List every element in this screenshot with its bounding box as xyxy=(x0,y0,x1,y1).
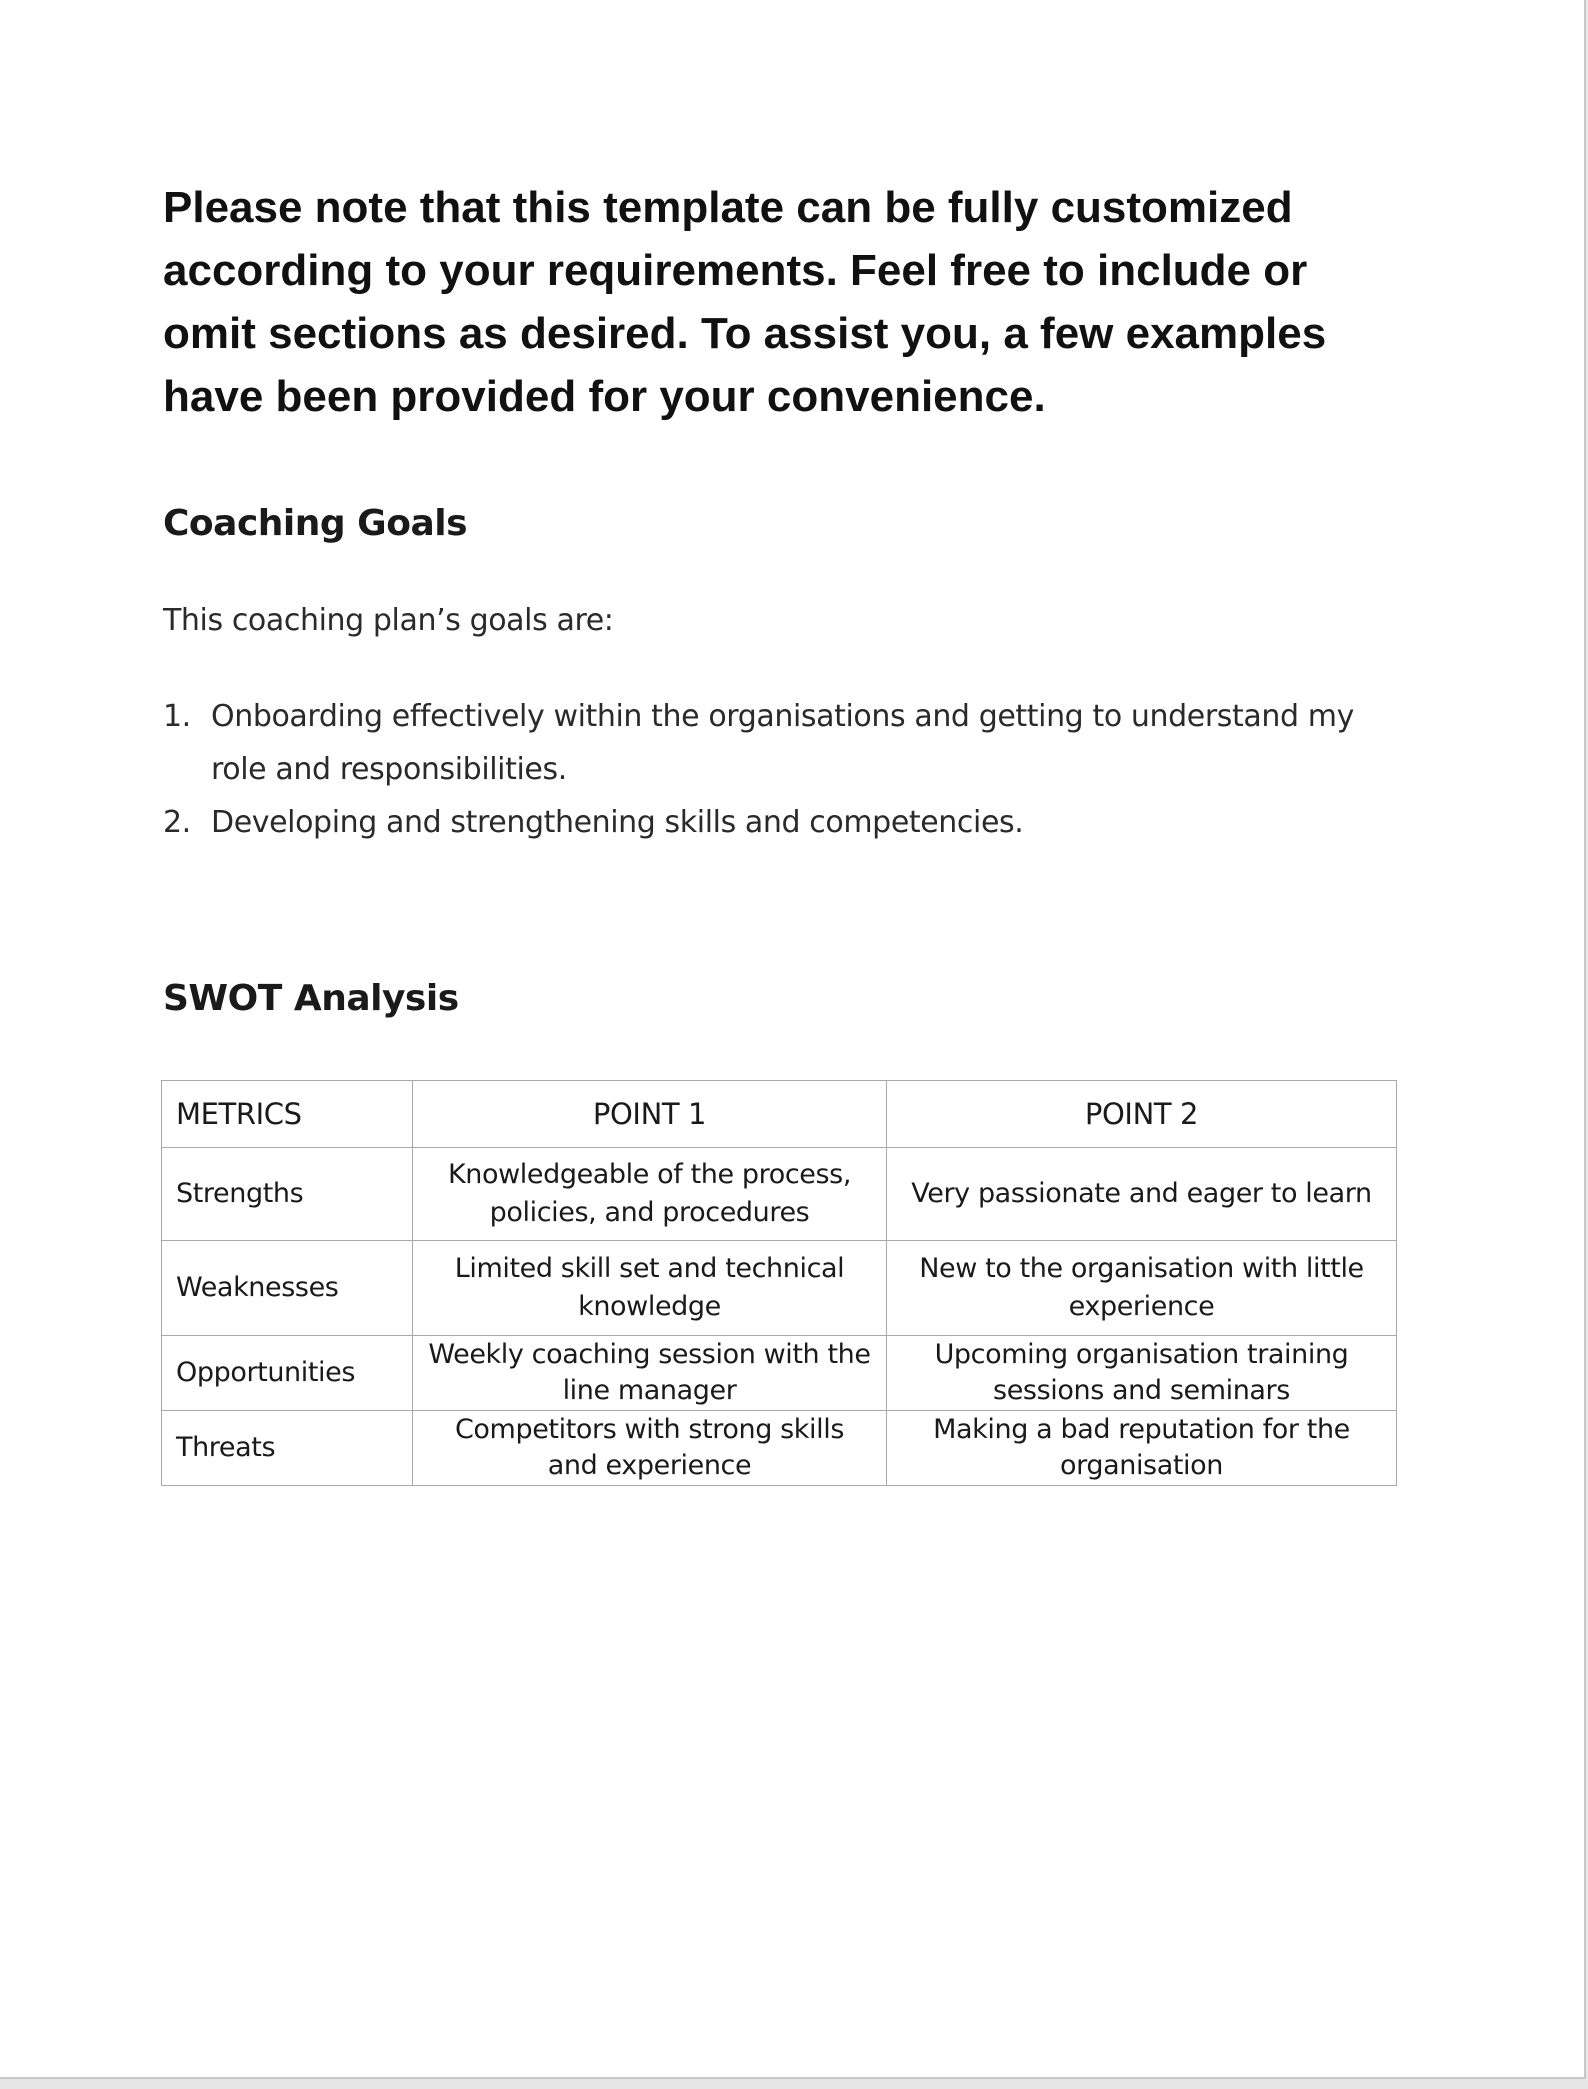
goal-text: Developing and strengthening skills and competencies. xyxy=(211,805,1024,840)
goal-item xyxy=(163,796,1403,849)
point-1-cell: Weekly coaching session with the line manager xyxy=(413,1336,887,1411)
swot-analysis-heading: SWOT Analysis xyxy=(163,978,459,1019)
point-1-cell: Limited skill set and technical knowledge xyxy=(413,1241,887,1336)
point-1-cell: Competitors with strong skills and experience xyxy=(413,1411,887,1486)
point-2-cell: Making a bad reputation for the organisation xyxy=(887,1411,1397,1486)
goal-text: Onboarding effectively within the organisations and getting to understand my role and responsibilities. xyxy=(211,699,1354,787)
coaching-goals-heading: Coaching Goals xyxy=(163,503,468,544)
point-1-cell: Knowledgeable of the process, policies, and procedures xyxy=(413,1148,887,1241)
table-row xyxy=(162,1411,1397,1486)
column-header-metrics: METRICS xyxy=(162,1081,413,1148)
table-row xyxy=(162,1148,1397,1241)
table-row xyxy=(162,1336,1397,1411)
point-2-cell: New to the organisation with little experience xyxy=(887,1241,1397,1336)
goal-item xyxy=(163,690,1403,796)
template-note: Please note that this template can be fully customized according to your requirements. Feel free to include or omit sections as desired. To assist you, a few examples have been provided for your convenience. xyxy=(163,183,1327,421)
metric-cell: Strengths xyxy=(162,1148,413,1241)
metric-cell: Opportunities xyxy=(162,1336,413,1411)
point-2-cell: Upcoming organisation training sessions and seminars xyxy=(887,1336,1397,1411)
column-header-point-1: POINT 1 xyxy=(413,1081,887,1148)
table-header-row xyxy=(162,1081,1397,1148)
metric-cell: Threats xyxy=(162,1411,413,1486)
goal-number: 1. xyxy=(163,699,191,734)
swot-table xyxy=(161,1080,1397,1486)
point-2-cell: Very passionate and eager to learn xyxy=(887,1148,1397,1241)
goal-number: 2. xyxy=(163,805,191,840)
coaching-goals-list xyxy=(163,690,1403,849)
table-row xyxy=(162,1241,1397,1336)
coaching-goals-intro: This coaching plan’s goals are: xyxy=(163,603,614,638)
metric-cell: Weaknesses xyxy=(162,1241,413,1336)
column-header-point-2: POINT 2 xyxy=(887,1081,1397,1148)
